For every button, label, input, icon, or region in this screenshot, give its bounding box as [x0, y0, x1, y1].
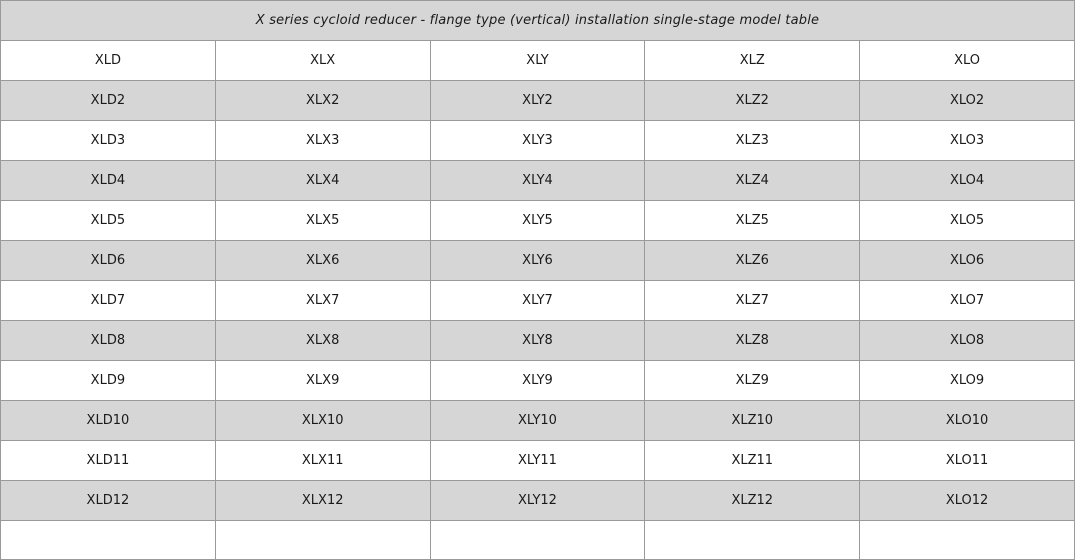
table-row	[1, 201, 1075, 241]
table-row	[1, 161, 1075, 201]
table-cell: XLX3	[215, 121, 430, 161]
table-cell: XLX4	[215, 161, 430, 201]
table-cell: XLD6	[1, 241, 216, 281]
table-cell: XLX8	[215, 321, 430, 361]
model-table-body	[1, 1, 1075, 560]
table-cell: XLY10	[430, 401, 645, 441]
table-cell: XLZ6	[645, 241, 860, 281]
table-cell: XLD4	[1, 161, 216, 201]
table-cell: XLD8	[1, 321, 216, 361]
table-cell: XLY	[430, 41, 645, 81]
table-cell: XLY9	[430, 361, 645, 401]
table-title-row	[1, 1, 1075, 41]
table-row	[1, 361, 1075, 401]
table-cell: XLD7	[1, 281, 216, 321]
table-cell: XLY11	[430, 441, 645, 481]
table-row	[1, 441, 1075, 481]
table-cell: XLY5	[430, 201, 645, 241]
table-cell	[215, 521, 430, 560]
table-cell: XLD3	[1, 121, 216, 161]
table-cell: XLX7	[215, 281, 430, 321]
table-cell: XLZ2	[645, 81, 860, 121]
table-cell: XLO10	[860, 401, 1075, 441]
table-cell: XLX9	[215, 361, 430, 401]
table-row	[1, 521, 1075, 560]
table-cell: XLO12	[860, 481, 1075, 521]
table-cell: XLZ7	[645, 281, 860, 321]
table-cell: XLY3	[430, 121, 645, 161]
table-cell: XLX	[215, 41, 430, 81]
table-row	[1, 41, 1075, 81]
table-cell: XLO	[860, 41, 1075, 81]
table-cell: XLD5	[1, 201, 216, 241]
table-cell: XLX10	[215, 401, 430, 441]
table-cell: XLO7	[860, 281, 1075, 321]
table-row	[1, 401, 1075, 441]
table-cell: XLZ11	[645, 441, 860, 481]
table-cell: XLX11	[215, 441, 430, 481]
table-cell: XLZ9	[645, 361, 860, 401]
table-cell: XLY6	[430, 241, 645, 281]
table-cell	[1, 521, 216, 560]
table-cell: XLZ3	[645, 121, 860, 161]
table-cell: XLO4	[860, 161, 1075, 201]
table-cell: XLO8	[860, 321, 1075, 361]
table-cell: XLO2	[860, 81, 1075, 121]
table-cell: XLZ12	[645, 481, 860, 521]
table-row	[1, 121, 1075, 161]
table-cell: XLY4	[430, 161, 645, 201]
table-cell	[645, 521, 860, 560]
table-cell: XLY8	[430, 321, 645, 361]
table-cell: XLD10	[1, 401, 216, 441]
table-row	[1, 81, 1075, 121]
table-row	[1, 321, 1075, 361]
table-cell: XLY7	[430, 281, 645, 321]
table-cell: XLD12	[1, 481, 216, 521]
table-cell: XLD11	[1, 441, 216, 481]
table-cell: XLO11	[860, 441, 1075, 481]
table-cell	[430, 521, 645, 560]
table-cell: XLZ	[645, 41, 860, 81]
table-cell: XLX2	[215, 81, 430, 121]
table-row	[1, 241, 1075, 281]
table-cell: XLX6	[215, 241, 430, 281]
table-cell: XLO6	[860, 241, 1075, 281]
table-cell: XLY2	[430, 81, 645, 121]
table-cell: XLZ4	[645, 161, 860, 201]
table-cell: XLZ8	[645, 321, 860, 361]
table-cell: XLD2	[1, 81, 216, 121]
table-cell: XLX12	[215, 481, 430, 521]
table-cell: XLZ5	[645, 201, 860, 241]
table-row	[1, 481, 1075, 521]
table-cell	[860, 521, 1075, 560]
table-cell: XLZ10	[645, 401, 860, 441]
table-cell: XLO9	[860, 361, 1075, 401]
table-cell: XLO5	[860, 201, 1075, 241]
table-cell: XLX5	[215, 201, 430, 241]
table-cell: XLO3	[860, 121, 1075, 161]
table-title: X series cycloid reducer - flange type (vertical) installation single-stage model table	[1, 1, 1075, 41]
table-cell: XLD9	[1, 361, 216, 401]
table-cell: XLD	[1, 41, 216, 81]
table-row	[1, 281, 1075, 321]
table-cell: XLY12	[430, 481, 645, 521]
